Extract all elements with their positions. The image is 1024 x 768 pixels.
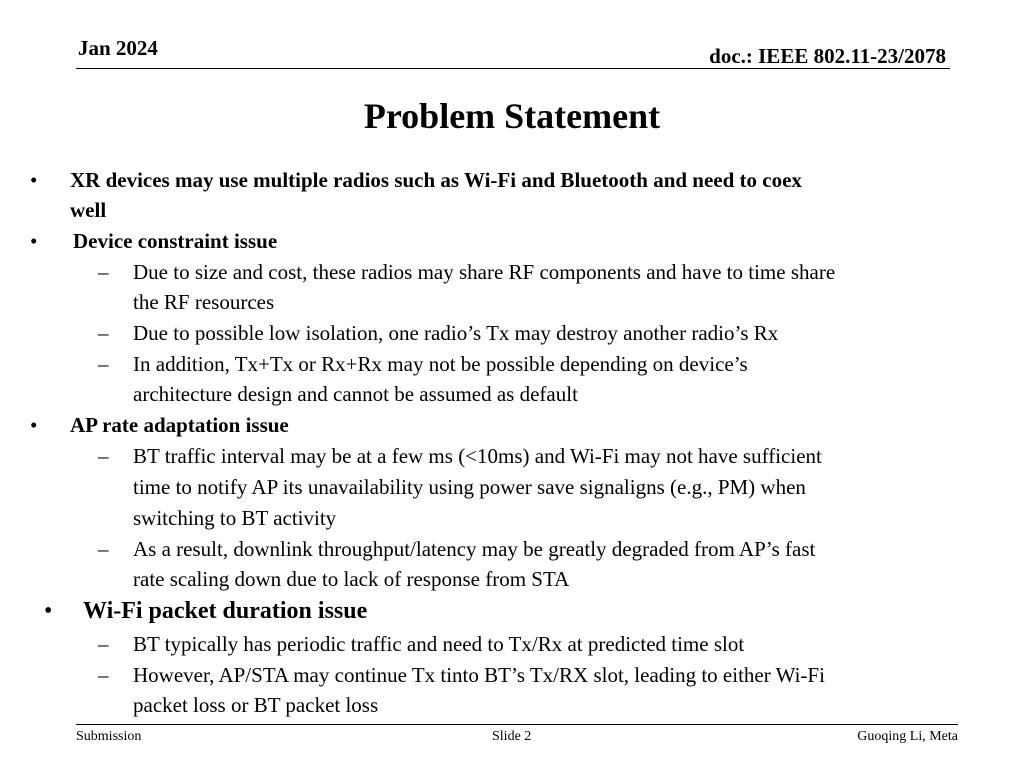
bullet-marker: •	[30, 168, 38, 192]
bullet-4-sub-1: BT typically has periodic traffic and need to Tx/Rx at predicted time slot	[133, 632, 745, 656]
dash-marker: –	[98, 632, 109, 656]
footer-author: Guoqing Li, Meta	[857, 729, 958, 744]
bullet-2-text: Device constraint issue	[73, 229, 278, 253]
bullet-3-sub-1-cont2: switching to BT activity	[133, 506, 337, 530]
footer-slide-number: Slide 2	[492, 729, 532, 744]
header-rule	[76, 68, 950, 69]
bullet-2-sub-1: Due to size and cost, these radios may share RF components and have to time share	[133, 260, 836, 284]
header-date: Jan 2024	[78, 36, 158, 60]
footer-submission: Submission	[76, 729, 142, 744]
bullet-1-text-cont: well	[70, 198, 107, 222]
bullet-marker: •	[30, 229, 38, 253]
bullet-2-sub-3-cont: architecture design and cannot be assumed as default	[133, 382, 578, 406]
bullet-3-sub-1: BT traffic interval may be at a few ms (<10ms) and Wi-Fi may not have sufficient	[133, 444, 822, 468]
bullet-2-sub-2: Due to possible low isolation, one radio’s Tx may destroy another radio’s Rx	[133, 321, 779, 345]
dash-marker: –	[98, 321, 109, 345]
dash-marker: –	[98, 352, 109, 376]
dash-marker: –	[98, 260, 109, 284]
bullet-3-sub-2: As a result, downlink throughput/latency may be greatly degraded from AP’s fast	[133, 537, 816, 561]
bullet-3-text: AP rate adaptation issue	[70, 413, 289, 437]
bullet-3-sub-1-cont1: time to notify AP its unavailability using power save signaligns (e.g., PM) when	[133, 475, 806, 499]
footer-rule	[76, 724, 958, 725]
bullet-4-sub-2-cont: packet loss or BT packet loss	[133, 693, 379, 717]
dash-marker: –	[98, 663, 109, 687]
bullet-2-sub-1-cont: the RF resources	[133, 290, 275, 314]
bullet-1-text: XR devices may use multiple radios such as Wi-Fi and Bluetooth and need to coex	[70, 168, 802, 192]
bullet-2-sub-3: In addition, Tx+Tx or Rx+Rx may not be possible depending on device’s	[133, 352, 748, 376]
dash-marker: –	[98, 444, 109, 468]
slide-title: Problem Statement	[363, 96, 661, 136]
bullet-marker: •	[44, 598, 53, 624]
header-doc-number: doc.: IEEE 802.11-23/2078	[709, 44, 946, 68]
bullet-3-sub-2-cont: rate scaling down due to lack of response from STA	[133, 567, 570, 591]
bullet-4-sub-2: However, AP/STA may continue Tx tinto BT’s Tx/RX slot, leading to either Wi-Fi	[133, 663, 825, 687]
bullet-4-text: Wi-Fi packet duration issue	[83, 598, 368, 624]
bullet-marker: •	[30, 413, 38, 437]
dash-marker: –	[98, 537, 109, 561]
